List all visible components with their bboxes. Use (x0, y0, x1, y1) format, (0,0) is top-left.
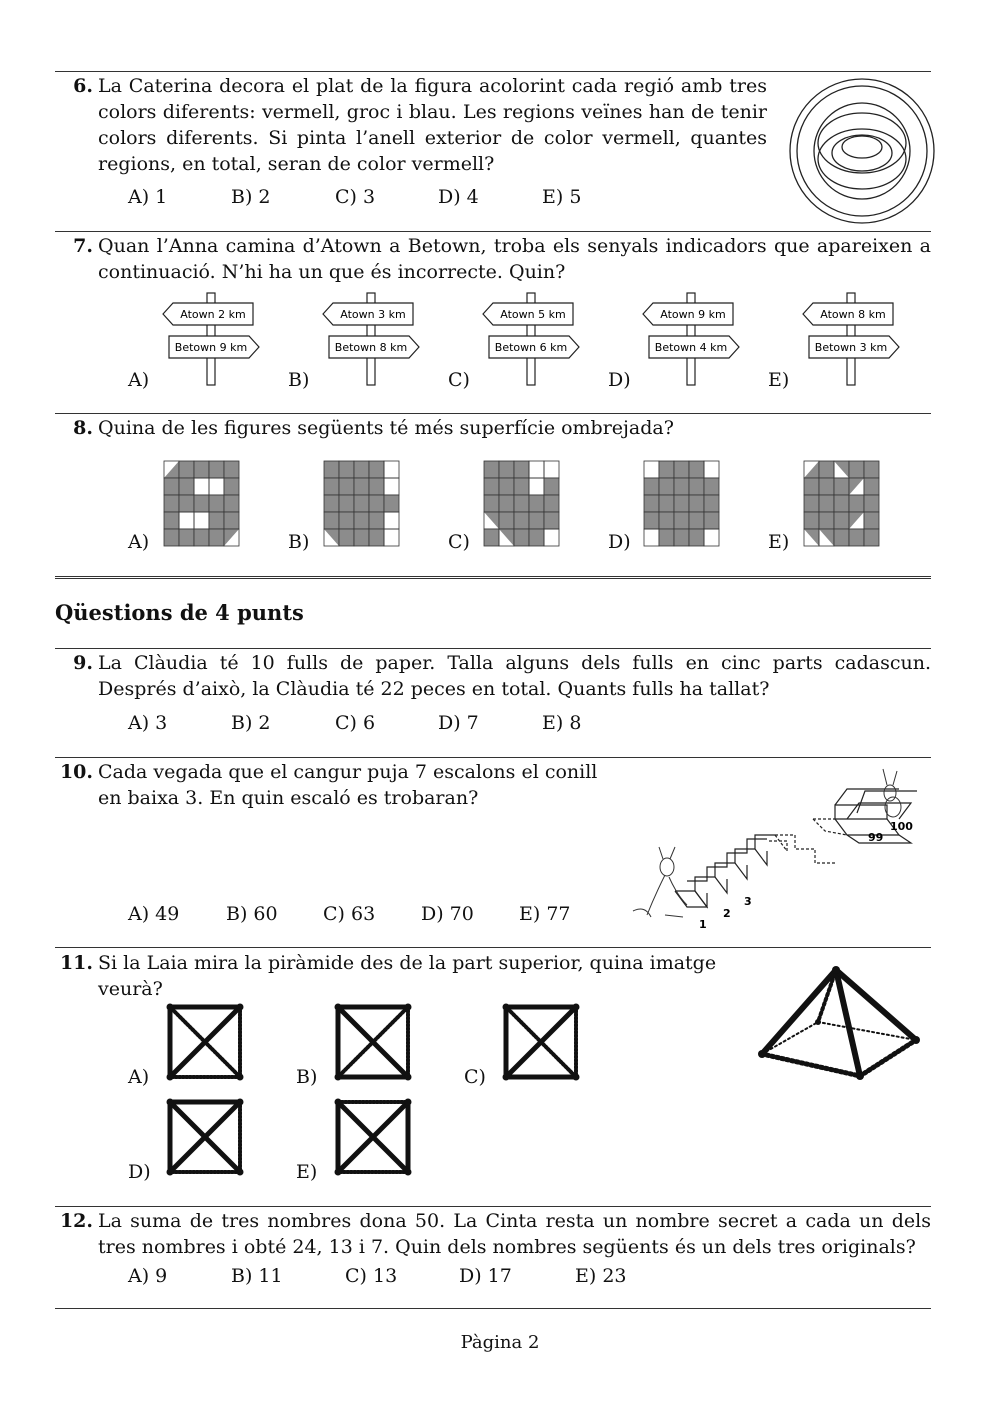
question-11 (55, 950, 735, 1002)
sign-bottom-text: Betown 4 km (654, 341, 728, 354)
shaded-grid (324, 461, 400, 547)
divider (55, 1206, 931, 1207)
shaded-grid (164, 461, 240, 547)
sign-top-text: Atown 2 km (180, 308, 246, 321)
question-number: 11. (59, 952, 93, 974)
grid-option-label: A) (128, 531, 150, 553)
answer-b: B) 2 (231, 186, 271, 208)
question-number: 6. (73, 75, 93, 97)
question-number: 9. (73, 652, 93, 674)
sign-option-label: A) (128, 369, 150, 391)
shaded-grid (804, 461, 880, 547)
sign-top-text: Atown 3 km (340, 308, 406, 321)
sign-top-text: Atown 8 km (820, 308, 886, 321)
question-text: Cada vegada que el cangur puja 7 escalons el conill en baixa 3. En quin escaló es trobaran? (98, 761, 598, 809)
pyramid-option-label: C) (464, 1066, 486, 1088)
pyramid-option-label: E) (296, 1161, 318, 1183)
plate-figure (788, 77, 936, 225)
question-text: La Caterina decora el plat de la figura acolorint cada regió amb tres colors diferents: vermell, groc i blau. Les regions veïnes han de tenir colors diferents. Si pinta l’anell exterior de color vermell, quantes regions, en total, seran de color vermell? (98, 75, 767, 175)
answer-b: B) 11 (231, 1265, 283, 1287)
pyramid-option-label: D) (128, 1161, 151, 1183)
answer-b: B) 2 (231, 712, 271, 734)
question-7 (55, 233, 931, 285)
grid-option-label: B) (288, 531, 310, 553)
step-label-2: 2 (723, 907, 731, 920)
divider (55, 648, 931, 649)
signpost (641, 293, 751, 388)
section-divider (55, 576, 931, 579)
divider (55, 231, 931, 232)
shaded-grid (484, 461, 560, 547)
question-number: 7. (73, 235, 93, 257)
section-title: Qüestions de 4 punts (55, 600, 304, 625)
divider (55, 757, 931, 758)
question-6 (55, 73, 767, 177)
answer-a: A) 49 (128, 903, 180, 925)
pyramid-option-label: A) (128, 1066, 150, 1088)
question-12 (55, 1208, 931, 1260)
question-number: 12. (59, 1210, 93, 1232)
answer-d: D) 7 (438, 712, 479, 734)
answer-d: D) 17 (459, 1265, 512, 1287)
signpost (161, 293, 271, 388)
sign-option-label: B) (288, 369, 310, 391)
sign-option-label: E) (768, 369, 790, 391)
sign-bottom-text: Betown 3 km (814, 341, 888, 354)
grid-option-label: D) (608, 531, 631, 553)
answer-d: D) 4 (438, 186, 479, 208)
stairs-illustration (625, 765, 925, 935)
sign-bottom-text: Betown 9 km (174, 341, 248, 354)
answer-e: E) 23 (575, 1265, 627, 1287)
question-8 (55, 415, 931, 441)
answer-a: A) 1 (128, 186, 168, 208)
page-number: Pàgina 2 (460, 1332, 540, 1353)
grid-option-label: C) (448, 531, 470, 553)
answer-b: B) 60 (226, 903, 278, 925)
answer-a: A) 3 (128, 712, 168, 734)
pyramid-view (334, 1003, 414, 1083)
step-label-3: 3 (744, 895, 752, 908)
divider (55, 413, 931, 414)
question-number: 10. (59, 761, 93, 783)
pyramid-figure (756, 964, 926, 1084)
divider (55, 71, 931, 72)
sign-top-text: Atown 9 km (660, 308, 726, 321)
pyramid-option-label: B) (296, 1066, 318, 1088)
question-number: 8. (73, 417, 93, 439)
sign-option-label: C) (448, 369, 470, 391)
pyramid-view (502, 1003, 582, 1083)
question-text: Si la Laia mira la piràmide des de la part superior, quina imatge veurà? (98, 952, 717, 1000)
question-text: La Clàudia té 10 fulls de paper. Talla alguns dels fulls en cinc parts cadascun. Després d’això, la Clàudia té 22 peces en total. Quants fulls ha tallat? (98, 652, 931, 700)
signpost (321, 293, 431, 388)
shaded-grid (644, 461, 720, 547)
answer-c: C) 6 (335, 712, 376, 734)
pyramid-view (166, 1003, 246, 1083)
signpost (801, 293, 911, 388)
sign-bottom-text: Betown 6 km (494, 341, 568, 354)
divider (55, 1308, 931, 1309)
answer-d: D) 70 (421, 903, 474, 925)
question-9 (55, 650, 931, 702)
sign-top-text: Atown 5 km (500, 308, 566, 321)
step-label-99: 99 (868, 831, 884, 844)
step-label-1: 1 (699, 918, 707, 931)
answer-c: C) 3 (335, 186, 376, 208)
answer-e: E) 77 (519, 903, 571, 925)
sign-option-label: D) (608, 369, 631, 391)
question-text: La suma de tres nombres dona 50. La Cinta resta un nombre secret a cada un dels tres nombres i obté 24, 13 i 7. Quin dels nombres següents és un dels tres originals? (98, 1210, 931, 1258)
sign-bottom-text: Betown 8 km (334, 341, 408, 354)
question-text: Quina de les figures següents té més superfície ombrejada? (98, 417, 674, 439)
pyramid-view (166, 1098, 246, 1178)
pyramid-view (334, 1098, 414, 1178)
step-label-100: 100 (890, 820, 913, 833)
question-10 (55, 759, 615, 811)
divider (55, 947, 931, 948)
grid-option-label: E) (768, 531, 790, 553)
signpost (481, 293, 591, 388)
answer-a: A) 9 (128, 1265, 168, 1287)
answer-e: E) 5 (542, 186, 582, 208)
answer-c: C) 13 (345, 1265, 398, 1287)
answer-e: E) 8 (542, 712, 582, 734)
question-text: Quan l’Anna camina d’Atown a Betown, troba els senyals indicadors que apareixen a continuació. N’hi ha un que és incorrecte. Quin? (98, 235, 931, 283)
answer-c: C) 63 (323, 903, 376, 925)
